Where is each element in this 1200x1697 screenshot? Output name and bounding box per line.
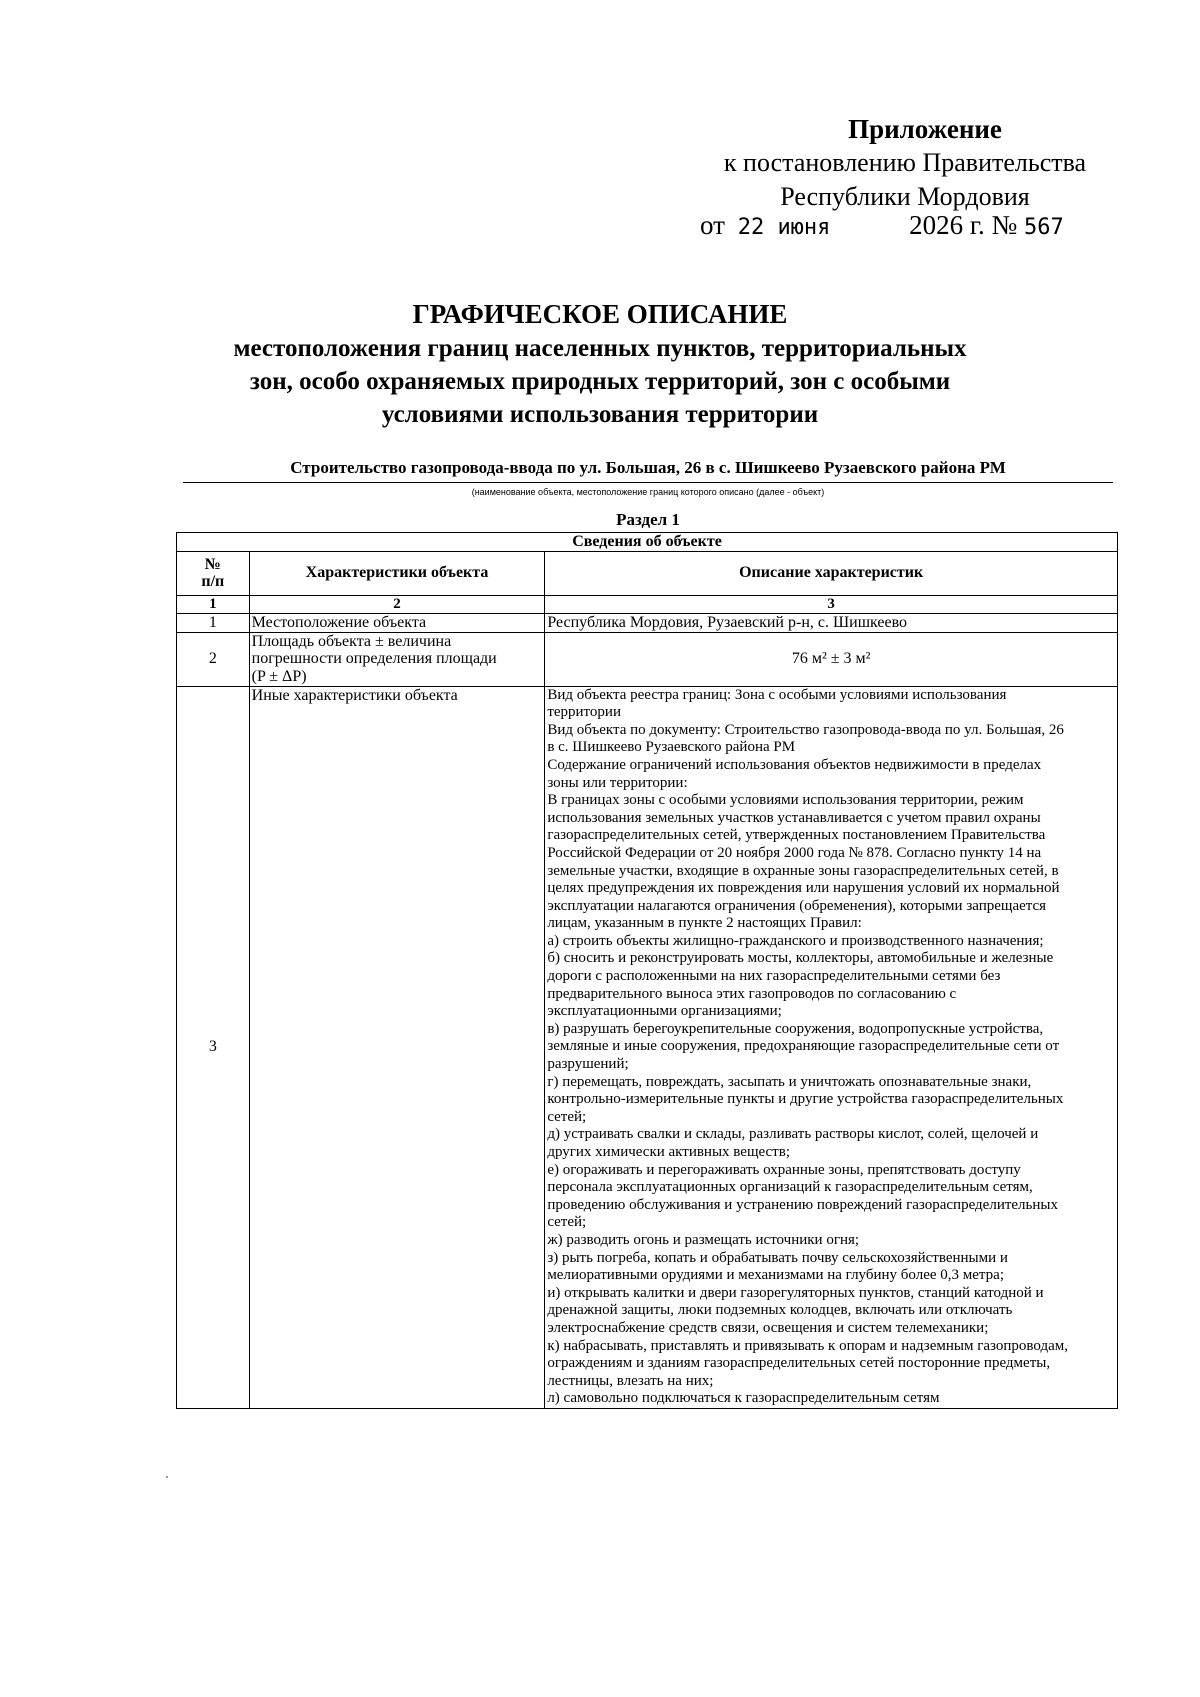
header-characteristic: Характеристики объекта [249, 551, 545, 595]
title-sub-1: местоположения границ населенных пунктов, территориальных [233, 335, 967, 362]
description-line: предварительного выноса этих газопроводов по согласованию с [547, 985, 957, 1002]
appendix-heading: Приложение [848, 114, 1002, 144]
row-description: 76 м² ± 3 м² [545, 632, 1118, 686]
description-line: В границах зоны с особыми условиями использования территории, режим [547, 792, 1024, 809]
row-characteristic: Иные характеристики объекта [249, 686, 545, 1408]
title-sub-3: условиями использования территории [381, 401, 819, 428]
description-line: а) строить объекты жилищно-гражданского и производственного назначения; [547, 932, 1044, 949]
table-row [177, 632, 1118, 686]
column-number: 2 [249, 595, 545, 614]
appendix-line-1: к постановлению Правительства [723, 148, 1087, 177]
row-characteristic [249, 632, 545, 686]
description-line: е) огораживать и перегораживать охранные зоны, препятствовать доступу [547, 1161, 1021, 1178]
description-line: Российской Федерации от 20 ноября 2000 года № 878. Согласно пункту 14 на [547, 844, 1042, 861]
header-description: Описание характеристик [545, 551, 1118, 595]
table-caption: Сведения об объекте [177, 533, 1118, 552]
description-line: территории [547, 704, 621, 721]
table-caption-row [177, 533, 1118, 552]
object-info-table [176, 532, 1118, 1409]
description-line: лицам, указанным в пункте 2 настоящих Правил: [547, 915, 862, 932]
description-line: в) разрушать берегоукрепительные сооружения, водопропускные устройства, [547, 1020, 1044, 1037]
row-description [545, 686, 1118, 1408]
description-line: сетей; [547, 1214, 587, 1231]
object-name: Строительство газопровода-ввода по ул. Большая, 26 в с. Шишкеево Рузаевского района РМ [183, 458, 1113, 483]
appendix-line-2: Республики Мордовия [780, 182, 1030, 211]
description-line: з) рыть погреба, копать и обрабатывать почву сельскохозяйственными и [547, 1249, 1008, 1266]
description-line: земельные участки, входящие в охранные зоны газораспределительных сетей, в [547, 862, 1059, 879]
description-line: и) открывать калитки и двери газорегуляторных пунктов, станций катодной и [547, 1284, 1044, 1301]
header-num: № п/п [177, 551, 250, 595]
decree-date-line [700, 210, 1130, 241]
description-line: б) сносить и реконструировать мосты, коллекторы, автомобильные и железные [547, 950, 1054, 967]
description-line: эксплуатационными организациями; [547, 1003, 782, 1020]
description-line: ограждениям и зданиям газораспределительных сетей посторонние предметы, [547, 1355, 1051, 1372]
description-line: лестницы, влезать на них; [547, 1372, 714, 1389]
row-num: 3 [177, 686, 250, 1408]
description-line: ж) разводить огонь и размещать источники огня; [547, 1231, 860, 1248]
row-num: 1 [177, 614, 250, 633]
row-characteristic: Местоположение объекта [249, 614, 545, 633]
title-sub-2: зон, особо охраняемых природных территорий, зон с особыми [249, 368, 951, 395]
title-main: ГРАФИЧЕСКОЕ ОПИСАНИЕ [412, 299, 788, 329]
description-line: контрольно-измерительные пункты и другие устройства газораспределительных [547, 1091, 1064, 1108]
column-number: 3 [545, 595, 1118, 614]
description-line: персонала эксплуатационных организаций к газораспределительным сетям, [547, 1179, 1033, 1196]
column-number: 1 [177, 595, 250, 614]
characteristic-line: погрешности определения площади [251, 650, 497, 668]
table-row [177, 686, 1118, 1408]
description-line: л) самовольно подключаться к газораспределительным сетям [547, 1390, 940, 1407]
row-description: Республика Мордовия, Рузаевский р-н, с. Шишкеево [545, 614, 1118, 633]
table-header-row [177, 551, 1118, 595]
description-line: Вид объекта по документу: Строительство газопровода-ввода по ул. Большая, 26 [547, 721, 1064, 738]
row-num: 2 [177, 632, 250, 686]
appendix-header [690, 112, 1120, 214]
description-line: дренажной защиты, люки подземных колодцев, включать или отключать [547, 1302, 1013, 1319]
description-line: газораспределительных сетей, утвержденных постановлением Правительства [547, 827, 1046, 844]
table-row [177, 614, 1118, 633]
date-year: 2026 г. № [909, 210, 1018, 240]
description-line: земляные и иные сооружения, предохраняющие газораспределительные сети от [547, 1038, 1060, 1055]
description-line: разрушений; [547, 1056, 629, 1073]
description-line: целях предупреждения их повреждения или нарушения условий их нормальной [547, 880, 1060, 897]
description-line: проведению обслуживания и устранению повреждений газораспределительных [547, 1196, 1058, 1213]
description-line: Вид объекта реестра границ: Зона с особыми условиями использования [547, 686, 1007, 703]
description-line: дороги с расположенными на них газораспределительными сетями без [547, 968, 1001, 985]
description-line: в с. Шишкеево Рузаевского района РМ [547, 739, 796, 756]
description-line: электроснабжение средств связи, освещения и систем телемеханики; [547, 1319, 989, 1336]
description-line: эксплуатации налагаются ограничения (обременения), которыми запрещается [547, 897, 1047, 914]
decree-number: 567 [1023, 215, 1064, 240]
description-line: других химически активных веществ; [547, 1144, 790, 1160]
characteristic-line: (P ± ΔP) [251, 667, 307, 685]
characteristic-line: Площадь объекта ± величина [251, 632, 452, 650]
description-line: г) перемещать, повреждать, засыпать и уничтожать опознавательные знаки, [547, 1073, 1032, 1090]
description-line: к) набрасывать, приставлять и привязывать к опорам и надземным газопроводам, [547, 1337, 1068, 1354]
description-line: д) устраивать свалки и склады, разливать растворы кислот, солей, щелочей и [547, 1126, 1039, 1143]
description-line: использования земельных участков устанавливается с учетом правил охраны [547, 809, 1041, 826]
section-label: Раздел 1 [616, 510, 680, 529]
description-line: зоны или территории: [547, 774, 688, 791]
date-day: 22 июня [737, 215, 831, 240]
description-line: Содержание ограничений использования объектов недвижимости в пределах [547, 756, 1042, 773]
description-line: сетей; [547, 1108, 587, 1125]
description-line: мелиоративными орудиями и механизмами на глубину более 0,3 метра; [547, 1267, 1004, 1284]
column-number-row [177, 595, 1118, 614]
date-prefix: от [700, 210, 725, 240]
object-caption: (наименование объекта, местоположение границ которого описано (далее - объект) [471, 487, 825, 497]
document-title [180, 296, 1020, 431]
scan-speck [166, 1476, 168, 1478]
